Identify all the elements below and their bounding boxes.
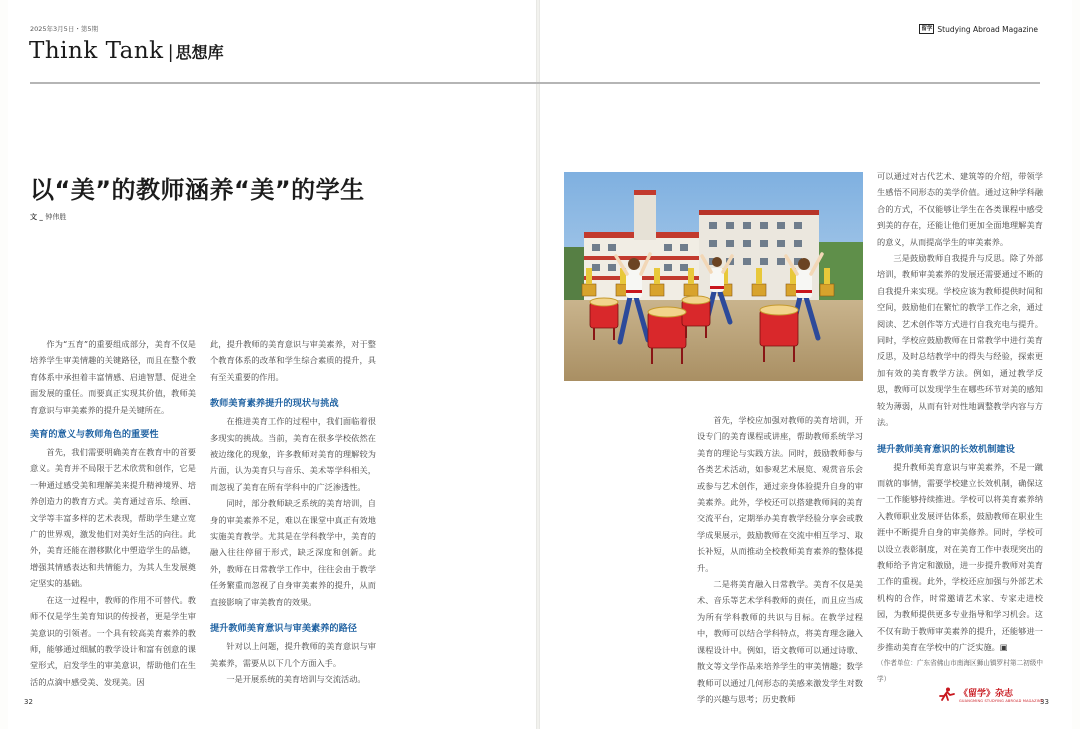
paragraph: 在这一过程中，教师的作用不可替代。教师不仅是学生美育知识的传授者，更是学生审美意识的引领者。一个具有较高美育素养的教师，能够通过细腻的教学设计和富有创意的课堂形式，启发学生的审美意识，帮助他们在生活的点滴中感受美、发现美。因 xyxy=(30,594,196,687)
runner-icon xyxy=(938,686,956,705)
section-heading: 教师美育素养提升的现状与挑战 xyxy=(210,398,339,410)
section-heading: 提升教师美育意识与审美素养的路径 xyxy=(210,623,357,635)
magazine-logo xyxy=(938,686,1043,705)
end-mark: ▣ xyxy=(999,641,1008,652)
section-title-cn: 思想库 xyxy=(175,43,224,62)
paragraph: 此，提升教师的美育意识与审美素养，对于整个教育体系的改革和学生综合素质的提升，具有至关重要的作用。 xyxy=(210,339,376,382)
author-name: 钟伟胜 xyxy=(45,213,67,221)
paragraph: 首先，我们需要明确美育在教育中的首要意义。美育并不局限于艺术欣赏和创作，它是一种通过感受美和理解美来提升精神境界、培养创造力的教育方式。美育通过音乐、绘画、文学等丰富多样的艺术表现，帮助学生建立宽广的世界观，激发他们对美好生活的向往。此外，美育还能在潜移默化中塑造学生的品德，增强其情感表达和共情能力，为其人生发展奠定坚实的基础。 xyxy=(30,447,196,589)
page-gutter xyxy=(536,0,540,729)
magazine-brand xyxy=(919,24,1038,34)
issue-date: 2025年3月5日・第5期 xyxy=(30,25,98,33)
author-affiliation-note: （作者单位：广东省佛山市南海区狮山镇罗村第二初级中学） xyxy=(877,659,1043,684)
paragraph: 针对以上问题，提升教师的美育意识与审美素养，需要从以下几个方面入手。 xyxy=(210,641,376,668)
brand-name: Studying Abroad Magazine xyxy=(937,24,1038,34)
text-column-3 xyxy=(697,412,863,704)
text-column-2 xyxy=(210,336,376,688)
byline-prefix: 文 _ xyxy=(30,213,46,221)
byline xyxy=(30,212,66,222)
brand-badge: 留学 xyxy=(921,26,933,32)
article-photo xyxy=(564,172,863,381)
section-title-en: Think Tank xyxy=(29,38,164,64)
text-column-4 xyxy=(877,168,1043,688)
section-heading: 美育的意义与教师角色的重要性 xyxy=(30,429,159,441)
header-rule xyxy=(30,82,1040,84)
page-number-left: 32 xyxy=(24,698,33,706)
section-heading: 提升教师美育意识的长效机制建设 xyxy=(877,443,1015,455)
section-masthead xyxy=(29,38,224,64)
paragraph-text: 提升教师美育意识与审美素养，不是一蹴而就的事情，需要学校建立长效机制，确保这一工作能够持续推进。学校可以将美育素养纳入教师职业发展评估体系，鼓励教师在职业生涯中不断提升自身的审美修养。同时，学校可以设立表彰制度，对在美育工作中表现突出的教师给予肯定和激励，进一步提升教师对美育工作的重视。此外，学校还应加强与外部艺术机构的合作，时常邀请艺术家、专家走进校园，为教师提供更多专业指导和学习机会。这不仅有助于教师审美素养的提升，还能够进一步推动美育在学校中的广泛实施。 xyxy=(877,461,1043,652)
article-title: 以“美”的教师涵养“美”的学生 xyxy=(30,176,365,204)
logo-subtitle: GUANGMING STUDYING ABROAD MAGAZINE xyxy=(959,698,1044,703)
page-number-right: 33 xyxy=(1040,698,1049,706)
logo-text: 《留学》杂志 xyxy=(959,688,1014,699)
section-separator: | xyxy=(167,42,174,63)
text-column-1 xyxy=(30,336,196,688)
paragraph: 二是将美育融入日常教学。美育不仅是美术、音乐等艺术学科教师的责任，而且应当成为所有学科教师的共识与目标。在教学过程中，教师可以结合学科特点，将美育理念融入课程设计中。例如，语文教师可以通过诗歌、散文等文学作品来培养学生的审美情趣；数学教师可以通过几何形态的美感来激发学生对数学的兴趣与思考；历史教师 xyxy=(697,579,863,704)
logo-text-group xyxy=(959,689,1043,703)
drum-performance-illustration xyxy=(564,172,863,381)
paragraph: 首先，学校应加强对教师的美育培训，开设专门的美育课程或讲座，帮助教师系统学习美育的理论与实践方法。同时，鼓励教师参与各类艺术活动，如参观艺术展览、观赏音乐会或参与艺术创作，通过亲身体验提升自身的审美素养。此外，学校还可以搭建教师间的美育交流平台，定期举办美育教学经验分享会或教学成果展示，鼓励教师在交流中相互学习、取长补短，从而推动全校教师美育素养的整体提升。 xyxy=(697,415,863,573)
paragraph xyxy=(877,459,1043,656)
paragraph: 一是开展系统的美育培训与交流活动。 xyxy=(226,673,366,684)
paragraph: 三是鼓励教师自我提升与反思。除了外部培训，教师审美素养的发展还需要通过不断的自我提升来实现。学校应该为教师提供时间和空间，鼓励他们在繁忙的教学工作之余，通过阅读、艺术创作等方式进行自我充电与提升。同时，学校应鼓励教师在日常教学中进行美育反思，及时总结教学中的得失与经验，探索更加有效的美育教学方法。例如，通过教学反思，教师可以发现学生在哪些环节对美的感知较为薄弱，从而有针对性地调整教学内容与方法。 xyxy=(877,253,1043,428)
paragraph: 作为“五育”的重要组成部分，美育不仅是培养学生审美情趣的关键路径，而且在整个教育体系中承担着丰富情感、启迪智慧、促进全面发展的重任。而要真正实现其价值，教师美育意识与审美素养的提升是关键所在。 xyxy=(30,339,196,415)
paragraph: 在推进美育工作的过程中，我们面临着很多现实的挑战。当前，美育在很多学校依然在被边缘化的现象，许多教师对美育的理解较为片面，认为美育只与音乐、美术等学科相关，而忽视了美育在所有学科中的广泛渗透性。 xyxy=(210,416,376,492)
paragraph: 同时，部分教师缺乏系统的美育培训，自身的审美素养不足，难以在课堂中真正有效地实施美育教学。尤其是在学科教学中，美育的融入往往停留于形式，缺乏深度和创新。此外，教师在日常教学工作中，往往会由于教学任务繁重而忽视了自身审美素养的提升，从而直接影响了审美教育的效果。 xyxy=(210,498,376,607)
paragraph: 可以通过对古代艺术、建筑等的介绍，带领学生感悟不同形态的美学价值。通过这种学科融合的方式，不仅能够让学生在各类课程中感受到美的存在，还能让他们更加全面地理解美育的意义，从而提高学生的审美素养。 xyxy=(877,171,1043,247)
